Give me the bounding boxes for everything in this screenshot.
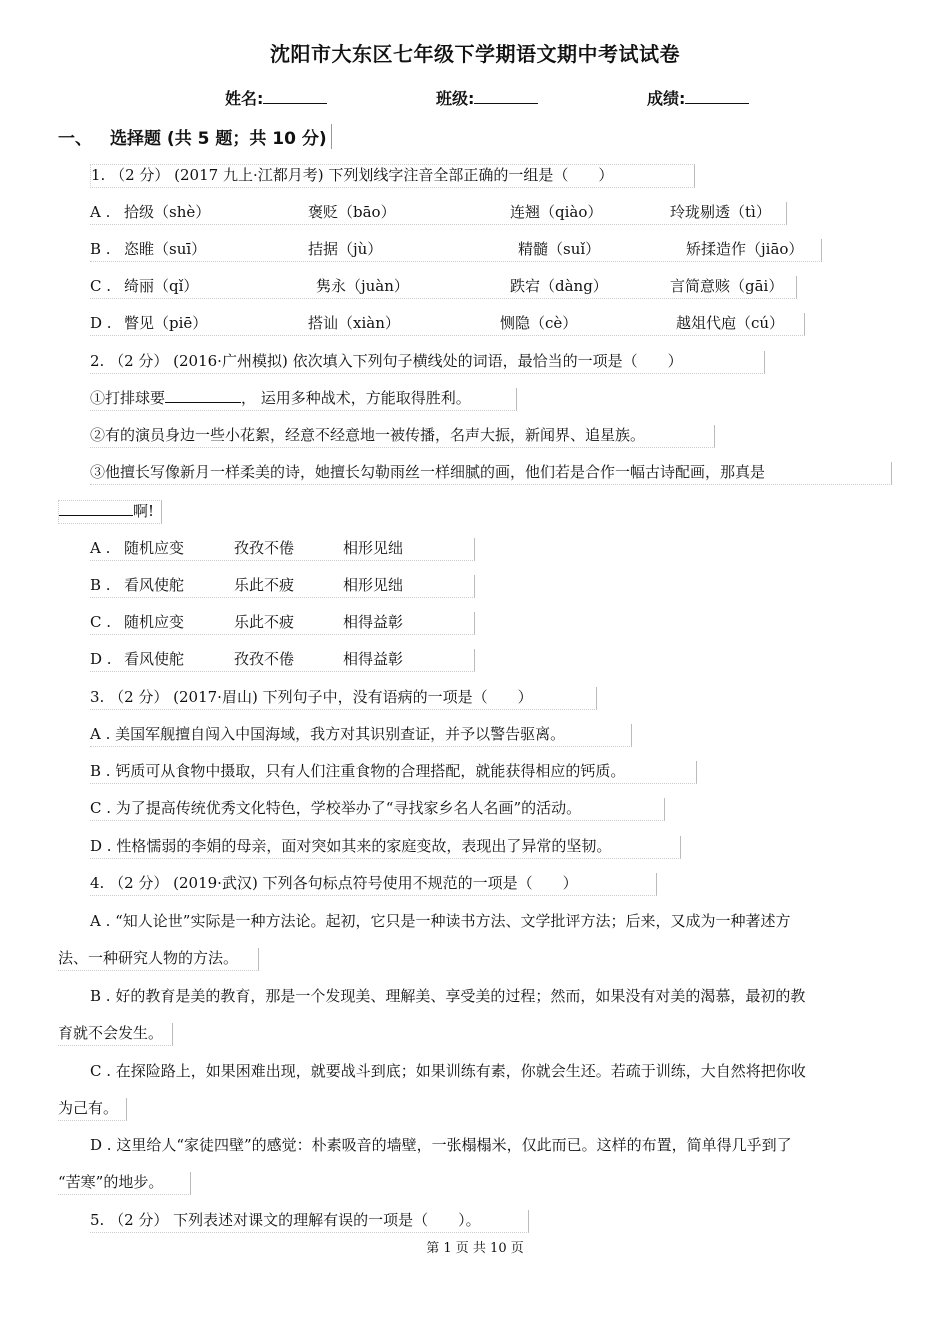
option-item: 隽永（juàn）	[316, 277, 409, 295]
option-item: 言简意赅（gāi）	[670, 277, 784, 295]
q1-option-a[interactable]	[90, 202, 787, 225]
q3-option-b[interactable]: B . 钙质可从食物中摄取，只有人们注重食物的合理搭配，就能获得相应的钙质。	[90, 761, 697, 784]
fill-blank[interactable]	[165, 388, 241, 403]
page-footer: 第 1 页 共 10 页	[426, 1241, 524, 1256]
q2-option-a[interactable]	[90, 538, 475, 561]
sentence-text: ， 运用多种战术，方能取得胜利。	[241, 389, 471, 407]
q4-option-c-line-2[interactable]: 为己有。	[58, 1098, 127, 1121]
option-item: 孜孜不倦	[234, 650, 295, 668]
q2-sentence-3-line-1: ③他擅长写像新月一样柔美的诗，她擅长勾勒雨丝一样细腻的画，他们若是合作一幅古诗配画，那真是	[90, 462, 892, 485]
q4-option-a-line-1[interactable]: A . “知人论世”实际是一种方法论。起初，它只是一种读书方法、文学批评方法；后来，又成为一种著述方	[90, 912, 791, 930]
question-1-stem: 1. （2 分） (2017 九上·江都月考) 下列划线字注音全部正确的一组是（ ）	[90, 164, 695, 188]
q4-option-d-line-1[interactable]: D . 这里给人“家徒四壁”的感觉：朴素吸音的墙壁，一张榻榻米，仅此而已。这样的布置，简单得几乎到了	[90, 1136, 792, 1154]
option-item: 瞥见（piē）	[124, 314, 208, 332]
q2-sentence-3-line-2	[58, 500, 162, 524]
q2-option-d[interactable]	[90, 649, 475, 672]
option-item: 孜孜不倦	[234, 539, 295, 557]
section-text: 选择题 (共 5 题；共 10 分)	[110, 129, 327, 149]
option-item: 精髓（suǐ）	[518, 240, 601, 258]
score-label: 成绩:	[647, 89, 686, 108]
q2-sentence-2: ②有的演员身边一些小花絮，经意不经意地一被传播，名声大振，新闻界、追星族。	[90, 425, 715, 448]
q1-option-d[interactable]	[90, 313, 805, 336]
option-item: 搭讪（xiàn）	[308, 314, 400, 332]
option-item: 相形见绌	[343, 539, 404, 557]
option-label: A .	[90, 539, 111, 557]
option-label: C .	[90, 613, 112, 631]
option-label: B .	[90, 240, 111, 258]
name-field[interactable]	[225, 86, 327, 109]
option-item: 随机应变	[124, 613, 185, 631]
option-item: 跌宕（dàng）	[510, 277, 608, 295]
page-title: 沈阳市大东区七年级下学期语文期中考试试卷	[270, 42, 680, 66]
q4-option-b-line-2[interactable]: 育就不会发生。	[58, 1023, 173, 1046]
option-item: 看风使舵	[124, 576, 185, 594]
option-item: 相得益彰	[343, 650, 404, 668]
q1-option-c[interactable]	[90, 276, 797, 299]
option-item: 连翘（qiào）	[510, 203, 603, 221]
class-field[interactable]	[436, 86, 538, 109]
option-item: 玲珑剔透（tì）	[670, 203, 771, 221]
score-field[interactable]	[647, 86, 749, 109]
name-label: 姓名:	[225, 89, 264, 108]
option-item: 乐此不疲	[234, 613, 295, 631]
option-item: 恻隐（cè）	[500, 314, 578, 332]
q2-sentence-1	[90, 388, 517, 411]
option-item: 拾级（shè）	[124, 203, 211, 221]
q4-option-c-line-1[interactable]: C . 在探险路上，如果困难出现，就要战斗到底；如果训练有素，你就会生还。若疏于训练，大自然将把你收	[90, 1062, 806, 1080]
class-blank[interactable]	[474, 89, 538, 104]
question-3-stem: 3. （2 分） (2017·眉山) 下列句子中，没有语病的一项是（ ）	[90, 687, 597, 710]
option-item: 随机应变	[124, 539, 185, 557]
q2-option-c[interactable]	[90, 612, 475, 635]
name-blank[interactable]	[263, 89, 327, 104]
q4-option-a-line-2[interactable]: 法、一种研究人物的方法。	[58, 948, 259, 971]
q3-option-c[interactable]: C . 为了提高传统优秀文化特色，学校举办了“寻找家乡名人名画”的活动。	[90, 798, 665, 821]
score-blank[interactable]	[685, 89, 749, 104]
option-item: 乐此不疲	[234, 576, 295, 594]
question-4-stem: 4. （2 分） (2019·武汉) 下列各句标点符号使用不规范的一项是（ ）	[90, 873, 657, 896]
option-item: 绮丽（qǐ）	[124, 277, 199, 295]
section-heading	[58, 124, 332, 149]
option-item: 褒贬（bāo）	[308, 203, 396, 221]
option-label: C .	[90, 277, 112, 295]
option-label: A .	[90, 203, 111, 221]
option-item: 矫揉造作（jiāo）	[686, 240, 804, 258]
sentence-text: ①打排球要	[90, 389, 166, 407]
sentence-text: 啊!	[133, 502, 155, 520]
q3-option-a[interactable]: A . 美国军舰擅自闯入中国海域，我方对其识别查证，并予以警告驱离。	[90, 724, 632, 747]
q4-option-b-line-1[interactable]: B . 好的教育是美的教育，那是一个发现美、理解美、享受美的过程；然而，如果没有对美的渴慕，最初的教	[90, 987, 806, 1005]
class-label: 班级:	[436, 89, 475, 108]
q4-option-d-line-2[interactable]: “苦寒”的地步。	[58, 1172, 191, 1195]
q3-option-d[interactable]: D . 性格懦弱的李娟的母亲，面对突如其来的家庭变故，表现出了异常的坚韧。	[90, 836, 681, 859]
option-item: 越俎代庖（cú）	[676, 314, 785, 332]
q1-option-b[interactable]	[90, 239, 822, 262]
q2-option-b[interactable]	[90, 575, 475, 598]
option-label: B .	[90, 576, 111, 594]
option-item: 相得益彰	[343, 613, 404, 631]
option-label: D .	[90, 650, 112, 668]
question-5-stem: 5. （2 分） 下列表述对课文的理解有误的一项是（ ）。	[90, 1210, 529, 1233]
option-item: 看风使舵	[124, 650, 185, 668]
option-item: 恣睢（suī）	[124, 240, 207, 258]
option-item: 相形见绌	[343, 576, 404, 594]
question-2-stem: 2. （2 分） (2016·广州模拟) 依次填入下列句子横线处的词语，最恰当的一项是（ ）	[90, 351, 765, 374]
fill-blank[interactable]	[59, 501, 133, 516]
option-item: 拮据（jù）	[308, 240, 383, 258]
section-number: 一、	[58, 129, 92, 149]
option-label: D .	[90, 314, 112, 332]
